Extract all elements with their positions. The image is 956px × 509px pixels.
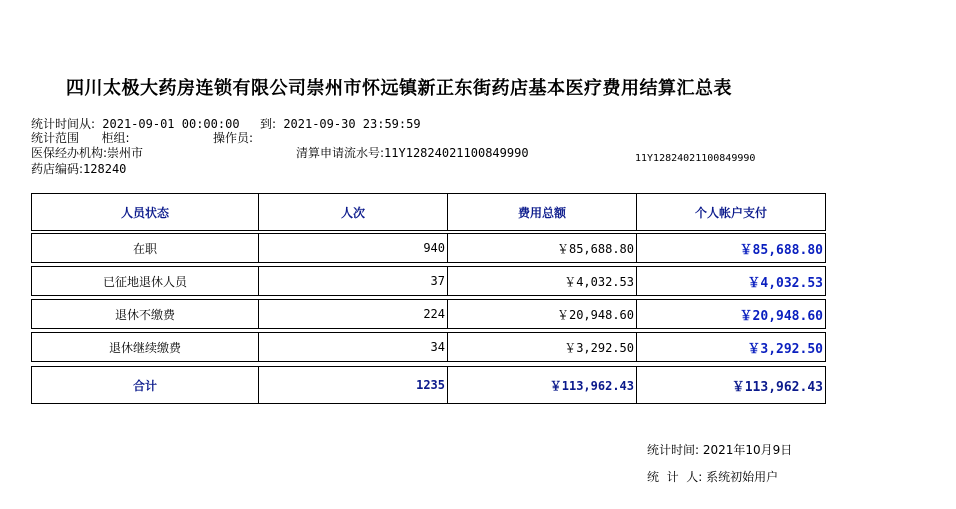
period-to: 2021-09-30 23:59:59 — [283, 117, 421, 131]
total-personal: ￥113,962.43 — [731, 379, 823, 395]
period-to-label: 到: — [260, 117, 277, 131]
table-row — [31, 332, 826, 362]
operator-line — [213, 129, 253, 146]
serial-value: 11Y12824021100849990 — [384, 146, 529, 160]
table-row — [31, 266, 826, 296]
period-from: 2021-09-01 00:00:00 — [102, 117, 240, 131]
row-total: ￥4,032.53 — [448, 267, 637, 295]
row-count: 940 — [259, 234, 448, 262]
table-row — [31, 233, 826, 263]
total-label: 合计 — [32, 367, 259, 403]
operator-label: 操作员: — [213, 131, 254, 145]
serial-small: 11Y12824021100849990 — [635, 153, 756, 164]
row-status: 已征地退休人员 — [32, 267, 259, 295]
row-personal: ￥3,292.50 — [747, 341, 823, 357]
total-count: 1235 — [259, 367, 448, 403]
stat-time: 统计时间: 2021年10月9日 — [647, 443, 793, 457]
row-total: ￥85,688.80 — [448, 234, 637, 262]
row-count: 224 — [259, 300, 448, 328]
scope-label: 统计范围 — [31, 131, 80, 145]
store-code-label: 药店编码: — [31, 162, 84, 176]
row-personal: ￥85,688.80 — [739, 242, 823, 258]
store-code-value: 128240 — [83, 162, 127, 176]
row-status: 在职 — [32, 234, 259, 262]
agency-line — [31, 144, 143, 161]
row-count: 37 — [259, 267, 448, 295]
header-total: 费用总额 — [448, 194, 637, 230]
row-count: 34 — [259, 333, 448, 361]
row-total: ￥3,292.50 — [448, 333, 637, 361]
table-header-row — [31, 193, 826, 231]
row-status: 退休继续缴费 — [32, 333, 259, 361]
report-title: 四川太极大药房连锁有限公司崇州市怀远镇新正东街药店基本医疗费用结算汇总表 — [66, 78, 732, 99]
agency-label: 医保经办机构: — [31, 146, 108, 160]
agency-value: 崇州市 — [107, 146, 144, 160]
counter-label: 柜组: — [101, 131, 130, 145]
total-amount: ￥113,962.43 — [448, 367, 637, 403]
table-row — [31, 299, 826, 329]
stat-person: 统 计 人: 系统初始用户 — [647, 470, 779, 484]
row-personal: ￥20,948.60 — [739, 308, 823, 324]
serial-label: 清算申请流水号: — [296, 146, 385, 160]
period-label: 统计时间从: — [31, 117, 96, 131]
row-total: ￥20,948.60 — [448, 300, 637, 328]
serial-line — [296, 144, 529, 161]
header-personal: 个人帐户支付 — [694, 205, 767, 220]
header-count: 人次 — [259, 194, 448, 230]
row-personal: ￥4,032.53 — [747, 275, 823, 291]
row-status: 退休不缴费 — [32, 300, 259, 328]
table-total-row — [31, 366, 826, 404]
store-code-line — [31, 160, 126, 177]
header-status: 人员状态 — [32, 194, 259, 230]
